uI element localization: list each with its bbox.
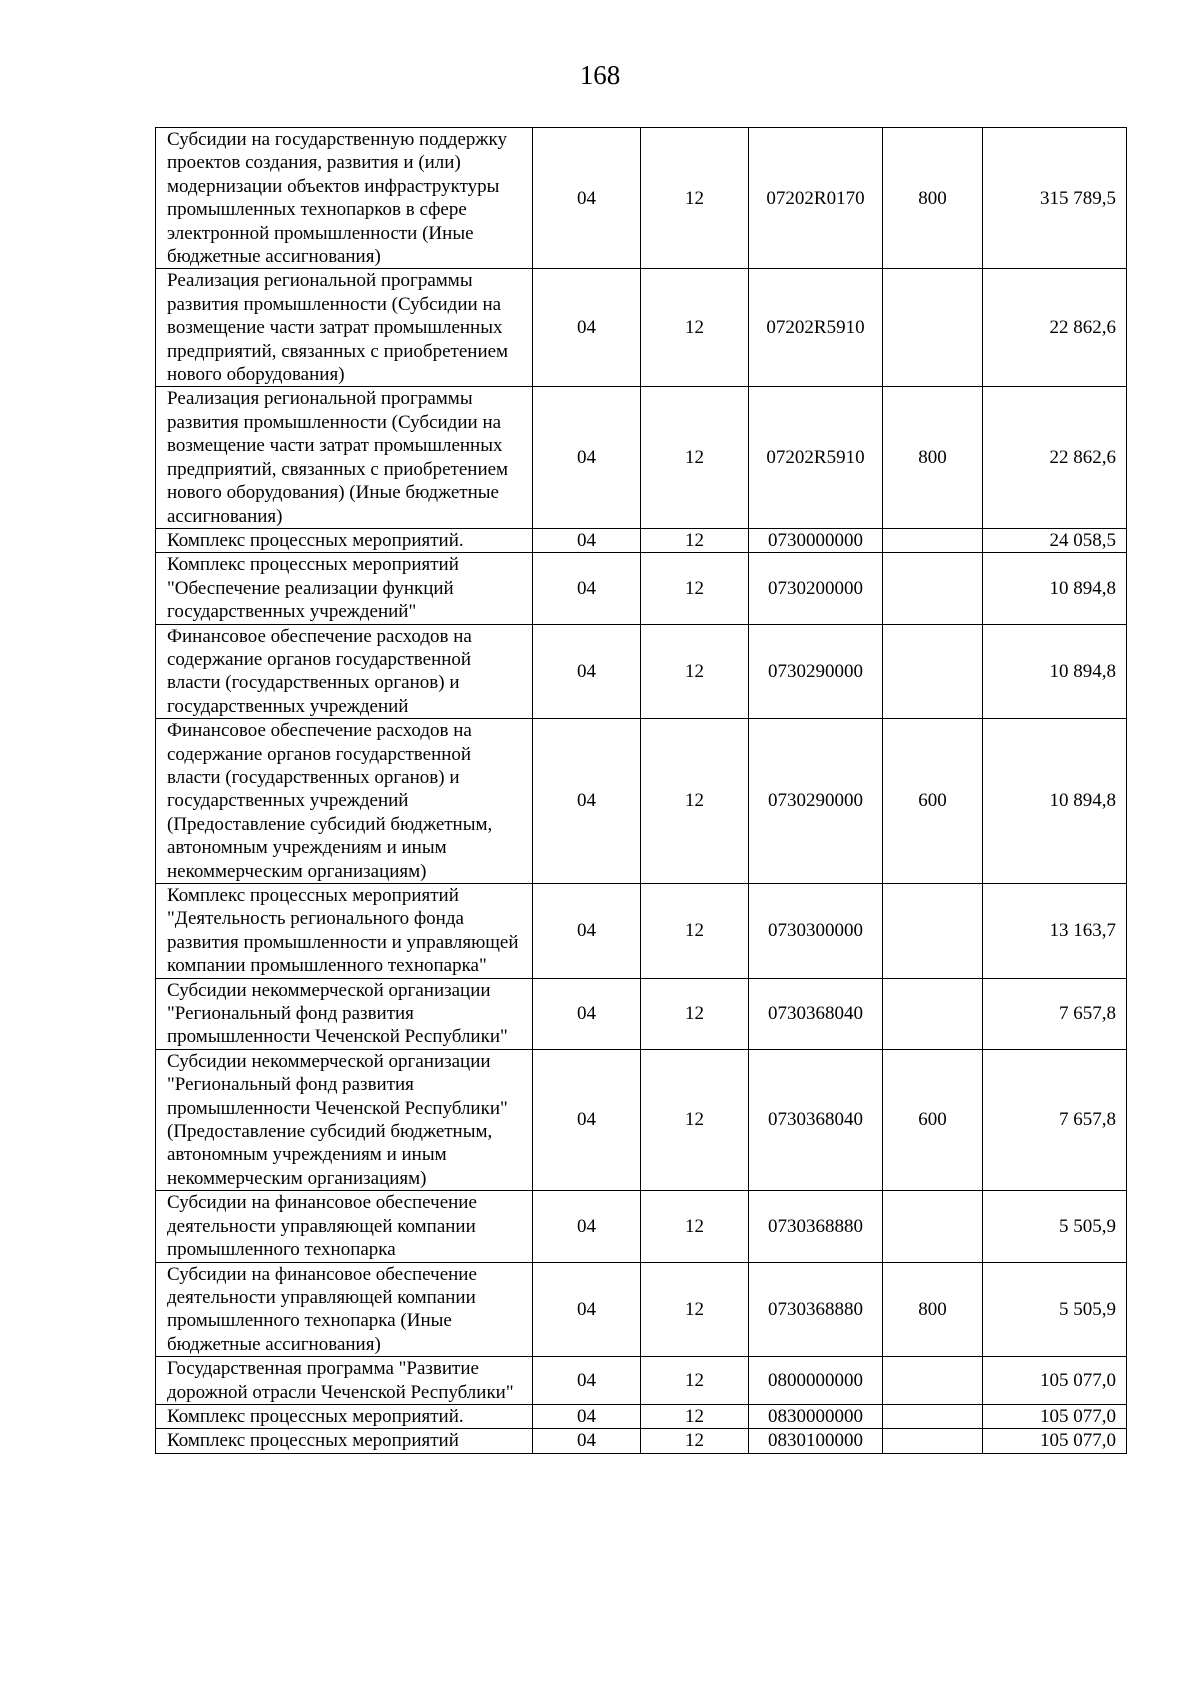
section-code-cell: 04 — [533, 884, 641, 979]
expense-type-code-cell — [883, 624, 983, 719]
target-item-code-cell: 0800000000 — [749, 1357, 883, 1405]
target-item-code-cell: 0730290000 — [749, 719, 883, 884]
table-row — [156, 978, 1127, 1049]
table-row — [156, 624, 1127, 719]
section-code-cell: 04 — [533, 1049, 641, 1190]
amount-cell: 7 657,8 — [983, 978, 1127, 1049]
target-item-code-cell: 0830100000 — [749, 1429, 883, 1453]
section-code-cell: 04 — [533, 528, 641, 552]
item-name-cell: Реализация региональной программы развития промышленности (Субсидии на возмещение части затрат промышленных предприятий, связанных с приобретением нового оборудования) (Иные бюджетные ассигнования) — [156, 387, 533, 528]
amount-cell: 7 657,8 — [983, 1049, 1127, 1190]
table-row — [156, 528, 1127, 552]
section-code-cell: 04 — [533, 1429, 641, 1453]
amount-cell: 10 894,8 — [983, 553, 1127, 624]
subsection-code-cell: 12 — [641, 719, 749, 884]
page-number: 168 — [579, 60, 621, 90]
subsection-code-cell: 12 — [641, 128, 749, 269]
section-code-cell: 04 — [533, 269, 641, 387]
amount-cell: 5 505,9 — [983, 1262, 1127, 1357]
item-name-cell: Комплекс процессных мероприятий "Деятельность регионального фонда развития промышленности и управляющей компании промышленного технопарка" — [156, 884, 533, 979]
table-body — [156, 128, 1127, 1454]
expense-type-code-cell: 600 — [883, 1049, 983, 1190]
table-row — [156, 1404, 1127, 1428]
amount-cell: 5 505,9 — [983, 1191, 1127, 1262]
item-name-cell: Субсидии на государственную поддержку проектов создания, развития и (или) модернизации объектов инфраструктуры промышленных технопарков в сфере электронной промышленности (Иные бюджетные ассигнования) — [156, 128, 533, 269]
item-name-cell: Финансовое обеспечение расходов на содержание органов государственной власти (государственных органов) и государственных учреждений — [156, 624, 533, 719]
table-row — [156, 128, 1127, 269]
target-item-code-cell: 0730368040 — [749, 1049, 883, 1190]
amount-cell: 10 894,8 — [983, 719, 1127, 884]
expense-type-code-cell — [883, 1429, 983, 1453]
subsection-code-cell: 12 — [641, 1191, 749, 1262]
target-item-code-cell: 0730300000 — [749, 884, 883, 979]
section-code-cell: 04 — [533, 128, 641, 269]
target-item-code-cell: 0730000000 — [749, 528, 883, 552]
section-code-cell: 04 — [533, 978, 641, 1049]
expense-type-code-cell — [883, 528, 983, 552]
expense-type-code-cell — [883, 1357, 983, 1405]
table-row — [156, 1049, 1127, 1190]
expense-type-code-cell — [883, 553, 983, 624]
target-item-code-cell: 0830000000 — [749, 1404, 883, 1428]
table-row — [156, 553, 1127, 624]
subsection-code-cell: 12 — [641, 1049, 749, 1190]
amount-cell: 105 077,0 — [983, 1357, 1127, 1405]
item-name-cell: Комплекс процессных мероприятий. — [156, 528, 533, 552]
item-name-cell: Реализация региональной программы развития промышленности (Субсидии на возмещение части затрат промышленных предприятий, связанных с приобретением нового оборудования) — [156, 269, 533, 387]
target-item-code-cell: 0730368880 — [749, 1262, 883, 1357]
expense-type-code-cell: 800 — [883, 128, 983, 269]
item-name-cell: Комплекс процессных мероприятий — [156, 1429, 533, 1453]
amount-cell: 105 077,0 — [983, 1404, 1127, 1428]
item-name-cell: Государственная программа "Развитие дорожной отрасли Чеченской Республики" — [156, 1357, 533, 1405]
section-code-cell: 04 — [533, 1262, 641, 1357]
amount-cell: 10 894,8 — [983, 624, 1127, 719]
target-item-code-cell: 07202R0170 — [749, 128, 883, 269]
expense-type-code-cell: 800 — [883, 387, 983, 528]
expense-type-code-cell: 600 — [883, 719, 983, 884]
expense-type-code-cell — [883, 884, 983, 979]
amount-cell: 24 058,5 — [983, 528, 1127, 552]
item-name-cell: Субсидии некоммерческой организации "Региональный фонд развития промышленности Чеченской Республики" — [156, 978, 533, 1049]
subsection-code-cell: 12 — [641, 528, 749, 552]
subsection-code-cell: 12 — [641, 387, 749, 528]
amount-cell: 22 862,6 — [983, 387, 1127, 528]
subsection-code-cell: 12 — [641, 1404, 749, 1428]
target-item-code-cell: 07202R5910 — [749, 269, 883, 387]
item-name-cell: Комплекс процессных мероприятий "Обеспечение реализации функций государственных учреждений" — [156, 553, 533, 624]
subsection-code-cell: 12 — [641, 624, 749, 719]
budget-table — [155, 127, 1127, 1454]
table-row — [156, 1429, 1127, 1453]
subsection-code-cell: 12 — [641, 269, 749, 387]
table-row — [156, 1357, 1127, 1405]
item-name-cell: Комплекс процессных мероприятий. — [156, 1404, 533, 1428]
table-row — [156, 1191, 1127, 1262]
section-code-cell: 04 — [533, 1191, 641, 1262]
subsection-code-cell: 12 — [641, 1429, 749, 1453]
item-name-cell: Субсидии некоммерческой организации "Региональный фонд развития промышленности Чеченской Республики" (Предоставление субсидий бюджетным, автономным учреждениям и иным некоммерческим организациям) — [156, 1049, 533, 1190]
expense-type-code-cell — [883, 1191, 983, 1262]
item-name-cell: Субсидии на финансовое обеспечение деятельности управляющей компании промышленного технопарка — [156, 1191, 533, 1262]
subsection-code-cell: 12 — [641, 978, 749, 1049]
table-row — [156, 719, 1127, 884]
amount-cell: 105 077,0 — [983, 1429, 1127, 1453]
item-name-cell: Субсидии на финансовое обеспечение деятельности управляющей компании промышленного технопарка (Иные бюджетные ассигнования) — [156, 1262, 533, 1357]
section-code-cell: 04 — [533, 553, 641, 624]
section-code-cell: 04 — [533, 387, 641, 528]
section-code-cell: 04 — [533, 719, 641, 884]
subsection-code-cell: 12 — [641, 1262, 749, 1357]
target-item-code-cell: 0730290000 — [749, 624, 883, 719]
subsection-code-cell: 12 — [641, 1357, 749, 1405]
amount-cell: 13 163,7 — [983, 884, 1127, 979]
item-name-cell: Финансовое обеспечение расходов на содержание органов государственной власти (государственных органов) и государственных учреждений (Предоставление субсидий бюджетным, автономным учреждениям и иным некоммерческим организациям) — [156, 719, 533, 884]
table-row — [156, 884, 1127, 979]
expense-type-code-cell — [883, 978, 983, 1049]
section-code-cell: 04 — [533, 1357, 641, 1405]
expense-type-code-cell — [883, 1404, 983, 1428]
table-row — [156, 387, 1127, 528]
expense-type-code-cell — [883, 269, 983, 387]
target-item-code-cell: 0730368880 — [749, 1191, 883, 1262]
table-row — [156, 269, 1127, 387]
expense-type-code-cell: 800 — [883, 1262, 983, 1357]
amount-cell: 22 862,6 — [983, 269, 1127, 387]
subsection-code-cell: 12 — [641, 553, 749, 624]
target-item-code-cell: 0730368040 — [749, 978, 883, 1049]
section-code-cell: 04 — [533, 624, 641, 719]
subsection-code-cell: 12 — [641, 884, 749, 979]
target-item-code-cell: 07202R5910 — [749, 387, 883, 528]
section-code-cell: 04 — [533, 1404, 641, 1428]
amount-cell: 315 789,5 — [983, 128, 1127, 269]
target-item-code-cell: 0730200000 — [749, 553, 883, 624]
table-row — [156, 1262, 1127, 1357]
